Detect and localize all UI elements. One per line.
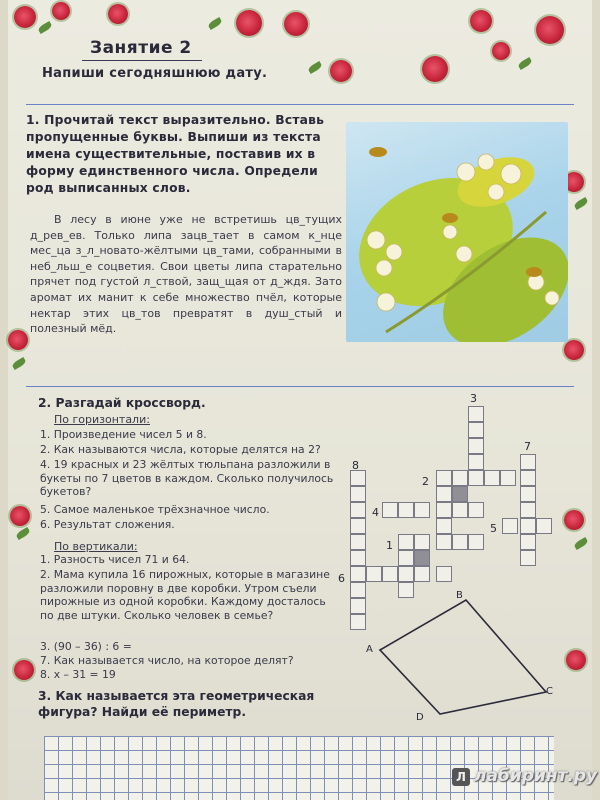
leaf-icon [37,21,53,34]
flower-icon [108,4,128,24]
horizontal-label: По горизонтали: [54,413,150,426]
linden-illustration [346,122,568,342]
title-underline [82,60,202,61]
flower-icon [564,340,584,360]
flower-icon [564,510,584,530]
flower-icon [52,2,70,20]
flower-icon [492,42,510,60]
vertical-label: По вертикали: [54,540,138,553]
flower-icon [422,56,448,82]
crossword-cell[interactable] [350,470,366,486]
crossword-cell[interactable] [436,534,452,550]
lesson-title: Занятие 2 [90,38,192,58]
crossword-number: 8 [352,459,359,472]
leaf-icon [207,17,223,30]
flower-icon [14,6,36,28]
section-divider [26,386,574,387]
crossword-cell[interactable] [520,534,536,550]
crossword-cell[interactable] [366,566,382,582]
vertex-label-d: D [416,712,424,723]
leaf-icon [517,57,533,70]
crossword-cell[interactable] [398,502,414,518]
quadrilateral-shape [380,600,546,714]
crossword-cell[interactable] [436,470,452,486]
workbook-page [8,0,592,800]
leaf-icon [573,197,589,210]
leaf-icon [11,357,27,370]
clue-h2: 2. Как называются числа, которые делятся на 2? [40,443,321,456]
crossword-cell[interactable] [468,438,484,454]
clue-v8: 8. x – 31 = 19 [40,668,116,681]
crossword-cell[interactable] [452,534,468,550]
crossword-cell[interactable] [520,454,536,470]
crossword-cell[interactable] [520,518,536,534]
flower-icon [284,12,308,36]
date-prompt: Напиши сегодняшнюю дату. [42,66,268,81]
clue-h5: 5. Самое маленькое трёхзначное число. [40,503,270,516]
crossword-cell[interactable] [468,422,484,438]
flower-icon [236,10,262,36]
clue-h1: 1. Произведение чисел 5 и 8. [40,428,207,441]
crossword-number: 5 [490,522,497,535]
flower-icon [8,330,28,350]
crossword-cell[interactable] [520,550,536,566]
leaf-icon [307,61,323,74]
crossword-cell[interactable] [500,470,516,486]
crossword-cell[interactable] [520,502,536,518]
flower-icon [330,60,352,82]
labyrinth-logo-icon: Л [452,768,470,786]
clue-v2: 2. Мама купила 16 пирожных, которые в магазине разложили поровну в две коробки. Утром съели пирожные из одной коробки. Каждому досталось по две штуки. Сколько человек в семье? [40,568,330,622]
crossword-cell[interactable] [436,486,452,502]
crossword-cell[interactable] [520,470,536,486]
task1-heading: 1. Прочитай текст выразительно. Вставь пропущенные буквы. Выпиши из текста имена существительные, поставив их в форму единственного числа. Определи род выписанных слов. [26,113,325,195]
task2-heading: 2. Разгадай кроссворд. [38,396,206,410]
crossword-cell[interactable] [468,502,484,518]
crossword-cell[interactable] [436,566,452,582]
flower-icon [536,16,564,44]
clue-v3: 3. (90 – 36) : 6 = [40,640,132,653]
leaf-icon [15,527,31,540]
crossword-cell[interactable] [414,566,430,582]
vertex-label-c: C [546,686,553,697]
crossword-cell[interactable] [502,518,518,534]
crossword-cell[interactable] [468,534,484,550]
crossword-number: 1 [386,539,393,552]
crossword-cell[interactable] [350,550,366,566]
crossword-number: 2 [422,475,429,488]
clue-v1: 1. Разность чисел 71 и 64. [40,553,190,566]
crossword-cell[interactable] [382,566,398,582]
crossword-cell[interactable] [398,550,414,566]
crossword-cell[interactable] [350,486,366,502]
flower-icon [566,650,586,670]
watermark-text: лабиринт.ру [474,766,598,786]
crossword-shaded-cell [414,550,430,566]
clue-h4: 4. 19 красных и 23 жёлтых тюльпана разложили в букеты по 7 цветов в каждом. Сколько получилось букетов? [40,458,334,498]
crossword-cell[interactable] [350,534,366,550]
crossword-shaded-cell [452,486,468,502]
flower-icon [470,10,492,32]
crossword-cell[interactable] [398,566,414,582]
crossword-cell[interactable] [350,566,366,582]
crossword-cell[interactable] [452,502,468,518]
crossword-cell[interactable] [484,470,500,486]
flower-icon [10,506,30,526]
task1-text: В лесу в июне уже не встретишь цв_тущих д_рев_ев. Только липа зацв_тает в самом к_нце мес_ца з_л_новато-жёлтыми цв_тами, собранными в неб_льш_е соцветия. Свои цветы липа старательно прячет под густой л_ствой, защ_щая от д_ждя. Зато аромат их манит к себе множество пчёл, которые нектар этих цв_тов превратят в душ_стый и полезный мёд. [30,213,342,336]
crossword-cell[interactable] [536,518,552,534]
crossword-cell[interactable] [350,502,366,518]
crossword-number: 3 [470,392,477,405]
crossword-cell[interactable] [382,502,398,518]
linden-flower-image [346,122,568,342]
section-divider [26,104,574,105]
crossword-cell[interactable] [468,454,484,470]
flower-icon [14,660,34,680]
vertex-label-a: A [366,644,373,655]
clue-v7: 7. Как называется число, на которое делят? [40,654,294,667]
crossword-cell[interactable] [414,502,430,518]
crossword-number: 6 [338,572,345,585]
crossword-cell[interactable] [468,406,484,422]
crossword-number: 4 [372,506,379,519]
crossword-cell[interactable] [452,470,468,486]
vertex-label-b: B [456,590,463,601]
quadrilateral-figure [358,588,568,728]
leaf-icon [573,537,589,550]
clue-h6: 6. Результат сложения. [40,518,175,531]
crossword-cell[interactable] [414,534,430,550]
crossword-number: 7 [524,440,531,453]
crossword-cell[interactable] [398,534,414,550]
task3-heading: 3. Как называется эта геометрическая фигура? Найди её периметр. [38,689,315,719]
crossword-cell[interactable] [468,470,484,486]
crossword-cell[interactable] [436,502,452,518]
crossword-cell[interactable] [436,518,452,534]
crossword-cell[interactable] [520,486,536,502]
crossword-cell[interactable] [350,518,366,534]
